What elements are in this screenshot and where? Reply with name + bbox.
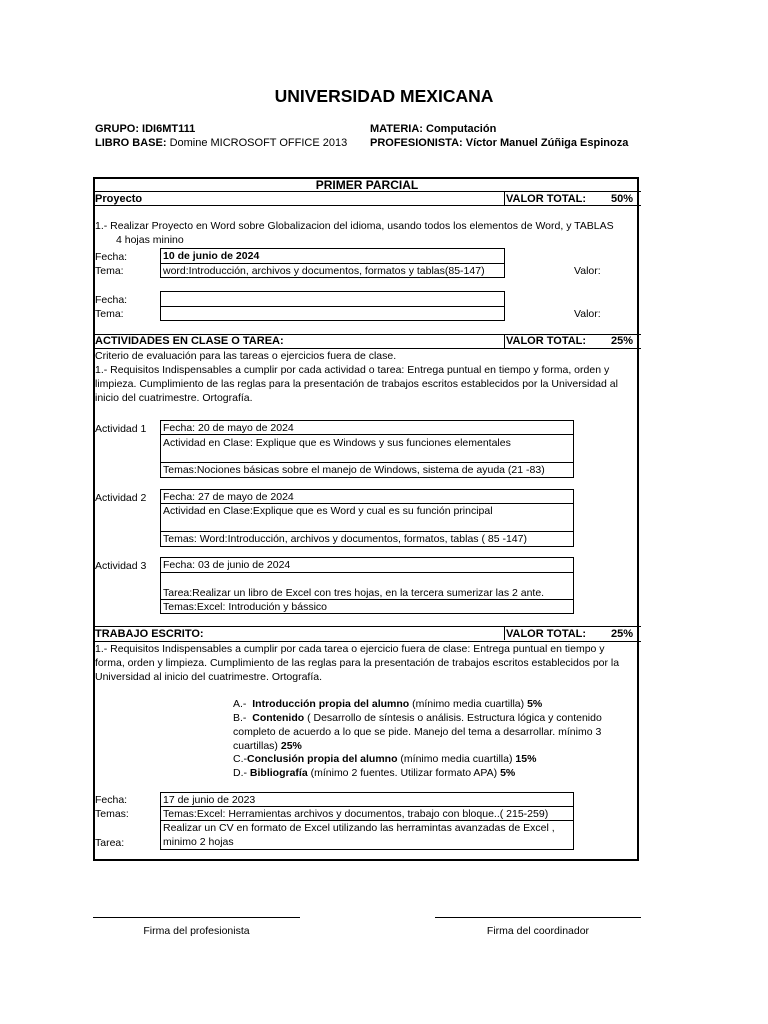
actividad-3-label: Actividad 3: [95, 560, 147, 572]
trabajo-tarea-line2: minimo 2 hojas: [163, 836, 234, 848]
actividades-percent: 25%: [610, 335, 633, 347]
libro-base-label: LIBRO BASE:: [95, 137, 167, 149]
valor-total-label: VALOR TOTAL:: [506, 193, 587, 205]
criterio-a: [233, 697, 542, 711]
criterio-d-bold: Bibliografía: [249, 767, 308, 779]
actividades-heading: ACTIVIDADES EN CLASE O TAREA:: [95, 335, 284, 347]
actividad-1-temas: Temas:Nociones básicas sobre el manejo de Windows, sistema de ayuda (21 -83): [163, 464, 545, 476]
proyecto-fecha-label-2: Fecha:: [95, 294, 128, 306]
actividad-2-temas: Temas: Word:Introducción, archivos y documentos, formatos, tablas ( 85 -147): [163, 533, 527, 545]
criterio-a-rest: (mínimo media cuartilla): [409, 698, 528, 710]
criterio-d-rest: (mínimo 2 fuentes. Utilizar formato APA): [307, 767, 501, 779]
criterio-c: [233, 752, 536, 766]
actividad-3-tarea: Tarea:Realizar un libro de Excel con tres hojas, en la tercera sumerizar las 2 ante.: [163, 587, 545, 599]
valor-total-label: VALOR TOTAL:: [506, 628, 587, 640]
actividades-req-line1: 1.- Requisitos Indispensables a cumplir por cada actividad o tarea: Entrega puntual en tiempo y forma, orden y: [95, 364, 610, 376]
proyecto-valor-total: [506, 193, 639, 205]
proyecto-tema-label: Tema:: [95, 265, 124, 277]
actividad-1-label: Actividad 1: [95, 423, 147, 435]
criterio-c-prefix: C.-: [233, 753, 247, 765]
actividad-2-act: Actividad en Clase:Explique que es Word y cual es su función principal: [163, 505, 493, 517]
criterio-c-pct: 15%: [515, 753, 537, 765]
divider: [93, 626, 641, 627]
actividad-3-fecha: Fecha: 03 de junio de 2024: [163, 559, 291, 571]
proyecto-heading: Proyecto: [95, 193, 143, 205]
proyecto-fecha-1: 10 de junio de 2024: [163, 250, 260, 262]
proyecto-fecha-label: Fecha:: [95, 251, 128, 263]
proyecto-tema-1: word:Introducción, archivos y documentos, formatos y tablas(85-147): [163, 265, 485, 277]
trabajo-fecha: 17 de junio de 2023: [163, 794, 256, 806]
page-title: UNIVERSIDAD MEXICANA: [274, 86, 494, 106]
proyecto-desc-line2: 4 hojas minino: [116, 234, 184, 246]
divider: [160, 572, 574, 573]
criterio-b-line3: [233, 739, 302, 753]
firma-coordinador-line: [435, 917, 641, 918]
criterio-b-rest3: cuartillas): [233, 740, 281, 752]
actividad-3-temas: Temas:Excel: Introdución y bássico: [163, 601, 327, 613]
trabajo-temas: Temas:Excel: Herramientas archivos y documentos, trabajo con bloque..( 215-259): [163, 808, 549, 820]
trabajo-req-line1: 1.- Requisitos Indispensables a cumplir por cada tarea o ejercicio fuera de clase: Entrega puntual en tiempo y: [95, 643, 605, 655]
trabajo-valor-total: [506, 628, 639, 640]
proyecto-desc-line1: 1.- Realizar Proyecto en Word sobre Globalizacion del idioma, usando todos los elementos de Word, y TABLAS: [95, 220, 614, 232]
actividades-valor-total: [506, 335, 639, 347]
criterio-b-rest1: ( Desarrollo de síntesis o análisis. Estructura lógica y contenido: [304, 712, 602, 724]
criterio-c-bold: Conclusión propia del alumno: [247, 753, 398, 765]
criterio-d-pct: 5%: [500, 767, 516, 779]
trabajo-tarea-label: Tarea:: [95, 837, 125, 849]
actividad-2-label: Actividad 2: [95, 492, 147, 504]
trabajo-tarea-line1: Realizar un CV en formato de Excel utilizando las herramintas avanzadas de Excel ,: [163, 822, 555, 834]
valor-total-label: VALOR TOTAL:: [506, 335, 587, 347]
proyecto-valor-label-1: Valor:: [574, 265, 601, 277]
proyecto-valor-label-2: Valor:: [574, 308, 601, 320]
actividades-req-line2: limpieza. Cumplimiento de las reglas para la presentación de trabajos escritos establecidos por la Universidad al: [95, 378, 618, 390]
divider: [504, 626, 505, 640]
criterio-a-prefix: A.-: [233, 698, 247, 710]
trabajo-fecha-label: Fecha:: [95, 794, 128, 806]
trabajo-temas-label: Temas:: [95, 808, 129, 820]
grupo-label: GRUPO: IDI6MT111: [95, 123, 196, 135]
divider: [160, 306, 505, 307]
criterio-b-pct: 25%: [280, 740, 302, 752]
actividades-req-line3: inicio del cuatrimestre. Ortografía.: [95, 392, 253, 404]
profesionista-label: PROFESIONISTA: Víctor Manuel Zúñiga Espinoza: [370, 137, 629, 149]
proyecto-percent: 50%: [610, 193, 633, 205]
trabajo-req-line3: Universidad al inicio del cuatrimestre. Ortografía.: [95, 671, 323, 683]
divider: [504, 191, 505, 205]
actividad-1-act: Actividad en Clase: Explique que es Windows y sus funciones elementales: [163, 437, 511, 449]
divider: [93, 191, 641, 192]
trabajo-percent: 25%: [610, 628, 633, 640]
divider: [93, 205, 641, 206]
actividades-criterio: Criterio de evaluación para las tareas o ejercicios fuera de clase.: [95, 350, 397, 362]
criterio-b: [233, 711, 602, 725]
libro-base-value: Domine MICROSOFT OFFICE 2013: [169, 137, 348, 149]
materia-label: MATERIA: Computación: [370, 123, 497, 135]
firma-profesionista: Firma del profesionista: [143, 925, 250, 937]
criterio-c-rest: (mínimo media cuartilla): [397, 753, 516, 765]
divider: [504, 334, 505, 348]
proyecto-tema-label-2: Tema:: [95, 308, 124, 320]
criterio-b-rest2: completo de acuerdo a lo que se pide. Manejo del tema a desarrollar. mínimo 3: [233, 726, 602, 738]
parcial-title: PRIMER PARCIAL: [315, 178, 419, 192]
criterio-b-bold: Contenido: [252, 712, 305, 724]
criterio-b-prefix: B.-: [233, 712, 247, 724]
trabajo-heading: TRABAJO ESCRITO:: [95, 628, 204, 640]
criterio-d-prefix: D.-: [233, 767, 247, 779]
criterio-d: [233, 766, 515, 780]
firma-profesionista-line: [93, 917, 300, 918]
criterio-a-bold: Introducción propia del alumno: [252, 698, 410, 710]
trabajo-req-line2: forma, orden y limpieza. Cumplimiento de las reglas para la presentación de trabajos escritos establecidos por la: [95, 657, 620, 669]
actividad-2-fecha: Fecha: 27 de mayo de 2024: [163, 491, 294, 503]
actividad-1-fecha: Fecha: 20 de mayo de 2024: [163, 422, 294, 434]
firma-coordinador: Firma del coordinador: [486, 925, 590, 937]
libro-base: [95, 137, 347, 149]
criterio-a-pct: 5%: [527, 698, 543, 710]
